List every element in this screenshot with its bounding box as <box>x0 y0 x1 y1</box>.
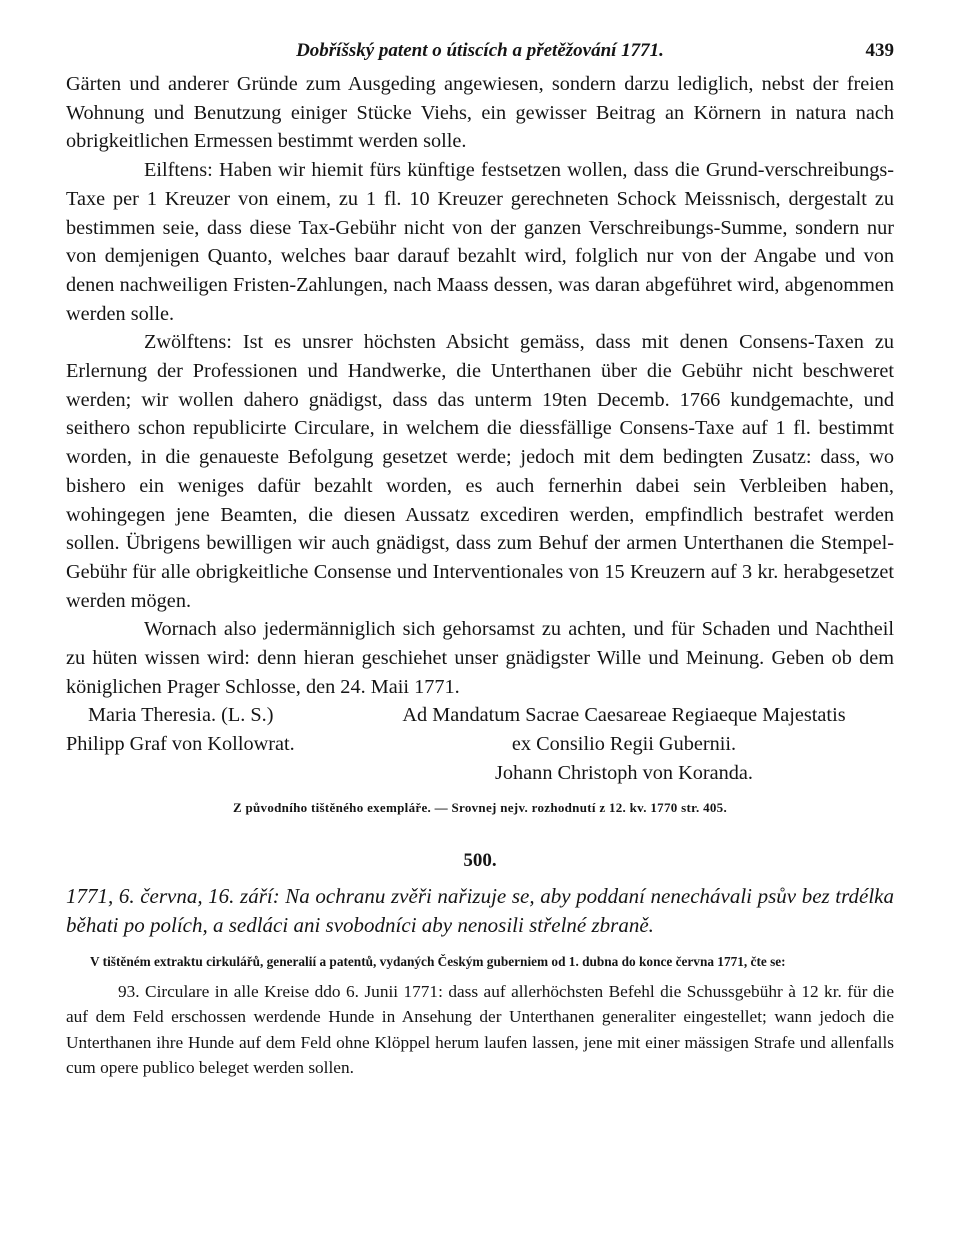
signature-line: Maria Theresia. (L. S.) <box>88 704 274 727</box>
running-title: Dobříšský patent o útiscích a přetěžování 1771. <box>296 40 664 61</box>
page-number: 439 <box>865 40 894 61</box>
document-body: 93. Circulare in alle Kreise ddo 6. Junii 1771: dass auf allerhöchsten Befehl die Schussgebühr à 12 kr. für die auf dem Feld erschossen werdende Hunde in Ansehung der Unterthanen generaliter eingestellet; wann jedoch die Unterthanen ihre Hunde auf dem Feld ohne Klöppel herum laufen lassen, jene mit einer mässigen Strafe und allenfalls cum opere publico beleget werden sollen. <box>66 981 894 1077</box>
signature-line: Philipp Graf von Kollowrat. <box>66 733 295 756</box>
source-note: Z původního tištěného exempláře. — Srovnej nejv. rozhodnutí z 12. kv. 1770 str. 405. <box>232 800 728 816</box>
paragraph: Gärten und anderer Gründe zum Ausgeding angewiesen, sondern darzu lediglich, nebst der freien Wohnung und Benutzung einiger Stücke Viehs, ein gewisser Beitrag an Körnern in natura nach obrigkeitlichen Ermessen bestimmt werden solle. <box>66 73 894 153</box>
document-page <box>66 36 894 1080</box>
paragraph: Wornach also jedermänniglich sich gehorsamst zu achten, und für Schaden und Nachtheil zu hüten wissen wird: denn hieran geschiehet unser gnädigster Wille und Meinung. Geben ob dem königlichen Prager Schlosse, den 24. Maii 1771. <box>66 618 894 698</box>
signature-block <box>66 701 894 797</box>
paragraph: Zwölftens: Ist es unsrer höchsten Absicht gemäss, dass mit denen Consens-Taxen zu Erlernung der Professionen und Handwerke, die Unterthanen über die Gebühr nicht beschweret werden; wir wollen dahero gnädigst, dass das unterm 19ten Decemb. 1766 kundgemachte, und seithero schon republicirte Circulare, in welchem die diessfällige Consens-Taxe auf 1 fl. bestimmt worden, in die genaueste Befolgung gesetzet werde; jedoch mit dem bedingten Zusatz: dass, wo bishero ein weniges dafür bezahlt worden, es auch fernerhin dabei sein Verbleiben haben, wohingegen jene Beamten, die diesen Aussatz excediren werden, empfindlich bestrafet werden sollen. Übrigens bewilligen wir auch gnädigst, dass zum Behuf der armen Unterthanen die Stempel-Gebühr für alle obrigkeitliche Consense und Interventionales von 15 Kreuzern auf 3 kr. herabgesetzet werden mögen. <box>66 331 894 612</box>
signature-line: ex Consilio Regii Gubernii. <box>511 733 737 756</box>
paragraph: Eilftens: Haben wir hiemit fürs künftige festsetzen wollen, dass die Grund-verschreibungs-Taxe per 1 Kreuzer von einem, zu 1 fl. 10 Kreuzer gerechneten Schock Meissnisch, dergestalt zu bestimmen seie, dass diese Tax-Gebühr nicht von der ganzen Verschreibungs-Summe, sondern nur von demjenigen Quanto, welches baar darauf bezahlt wird, folglich nur von der Angabe und von denen nachweiligen Fristen-Zahlungen, nach Maass dessen, was daran abgeführet wird, abgenommen werden solle. <box>66 159 894 325</box>
body-text <box>66 70 894 701</box>
document-number: 500. <box>463 850 497 872</box>
running-header <box>66 36 894 70</box>
signature-line: Ad Mandatum Sacrae Caesareae Regiaeque Majestatis <box>402 704 846 727</box>
document-heading: 1771, 6. června, 16. září: Na ochranu zvěři nařizuje se, aby poddaní nenechávali psův bez trdélka běhati po polích, a sedláci ani svobodníci aby nenosili střelné zbraně. <box>66 884 894 937</box>
signature-right <box>354 701 894 787</box>
signature-left <box>66 701 295 758</box>
signature-line: Johann Christoph von Koranda. <box>495 761 753 784</box>
editor-note: V tištěném extraktu cirkulářů, generalií a patentů, vydaných Českým guberniem od 1. dubna do konce června 1771, čte se: <box>90 954 786 970</box>
